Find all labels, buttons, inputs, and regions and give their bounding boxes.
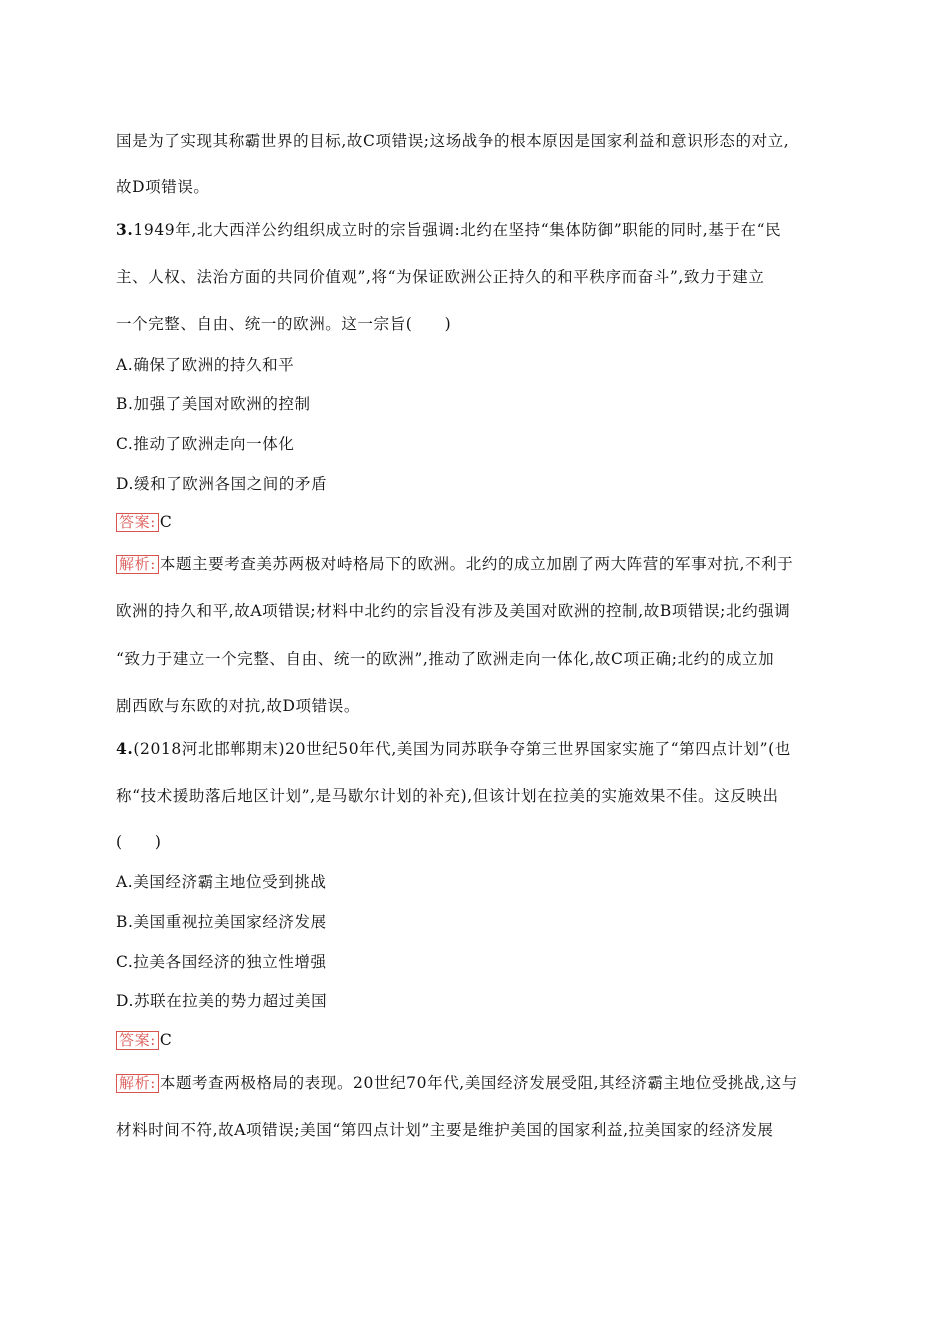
answer-label: 答案:: [116, 1031, 159, 1050]
answer-value: C: [159, 513, 173, 531]
answer-value: C: [159, 1031, 173, 1049]
q3-analysis-line-2: 欧洲的持久和平,故A项错误;材料中北约的宗旨没有涉及美国对欧洲的控制,故B项错误;北约强调: [116, 602, 791, 620]
intro-line-2: 故D项错误。: [116, 178, 210, 196]
q4-answer: [116, 1030, 836, 1050]
q3-stem-line-2: 主、人权、法治方面的共同价值观”,将“为保证欧洲公正持久的和平秩序而奋斗”,致力于建立: [116, 268, 765, 286]
q3-answer: [116, 512, 836, 532]
q4-option-a: A.美国经济霸主地位受到挑战: [116, 873, 327, 891]
q4-option-b: B.美国重视拉美国家经济发展: [116, 913, 327, 931]
q3-option-d: D.缓和了欧洲各国之间的矛盾: [116, 475, 328, 493]
analysis-label: 解析:: [116, 555, 159, 574]
q3-analysis-line-1: 解析: 本题主要考查美苏两极对峙格局下的欧洲。北约的成立加剧了两大阵营的军事对抗,不利于: [116, 554, 836, 574]
q3-analysis-line-3: “致力于建立一个完整、自由、统一的欧洲”,推动了欧洲走向一体化,故C项正确;北约的成立加: [116, 650, 775, 668]
q4-stem-line-3: ( ): [116, 833, 162, 851]
q4-option-c: C.拉美各国经济的独立性增强: [116, 953, 327, 971]
q4-stem-line-1: 4.(2018河北邯郸期末)20世纪50年代,美国为同苏联争夺第三世界国家实施了“第四点计划”(也: [116, 739, 791, 758]
q4-analysis-line-2: 材料时间不符,故A项错误;美国“第四点计划”主要是维护美国的国家利益,拉美国家的经济发展: [116, 1121, 774, 1139]
analysis-label: 解析:: [116, 1074, 159, 1093]
q4-analysis-line-1: 解析: 本题考查两极格局的表现。20世纪70年代,美国经济发展受阻,其经济霸主地位受挑战,这与: [116, 1073, 836, 1093]
answer-label: 答案:: [116, 513, 159, 532]
q3-number: 3.: [116, 220, 134, 239]
q4-stem-line-2: 称“技术援助落后地区计划”,是马歇尔计划的补充),但该计划在拉美的实施效果不佳。这反映出: [116, 787, 779, 805]
q4-number: 4.: [116, 739, 134, 758]
q3-option-c: C.推动了欧洲走向一体化: [116, 435, 295, 453]
intro-line-1: 国是为了实现其称霸世界的目标,故C项错误;这场战争的根本原因是国家利益和意识形态的对立,: [116, 132, 790, 150]
q3-option-a: A.确保了欧洲的持久和平: [116, 356, 295, 374]
q3-stem-line-3: 一个完整、自由、统一的欧洲。这一宗旨( ): [116, 315, 452, 333]
q3-analysis-line-4: 剧西欧与东欧的对抗,故D项错误。: [116, 697, 360, 715]
q4-option-d: D.苏联在拉美的势力超过美国: [116, 992, 328, 1010]
q3-option-b: B.加强了美国对欧洲的控制: [116, 395, 311, 413]
q3-stem-line-1: 3.1949年,北大西洋公约组织成立时的宗旨强调:北约在坚持“集体防御”职能的同时,基于在“民: [116, 220, 782, 239]
